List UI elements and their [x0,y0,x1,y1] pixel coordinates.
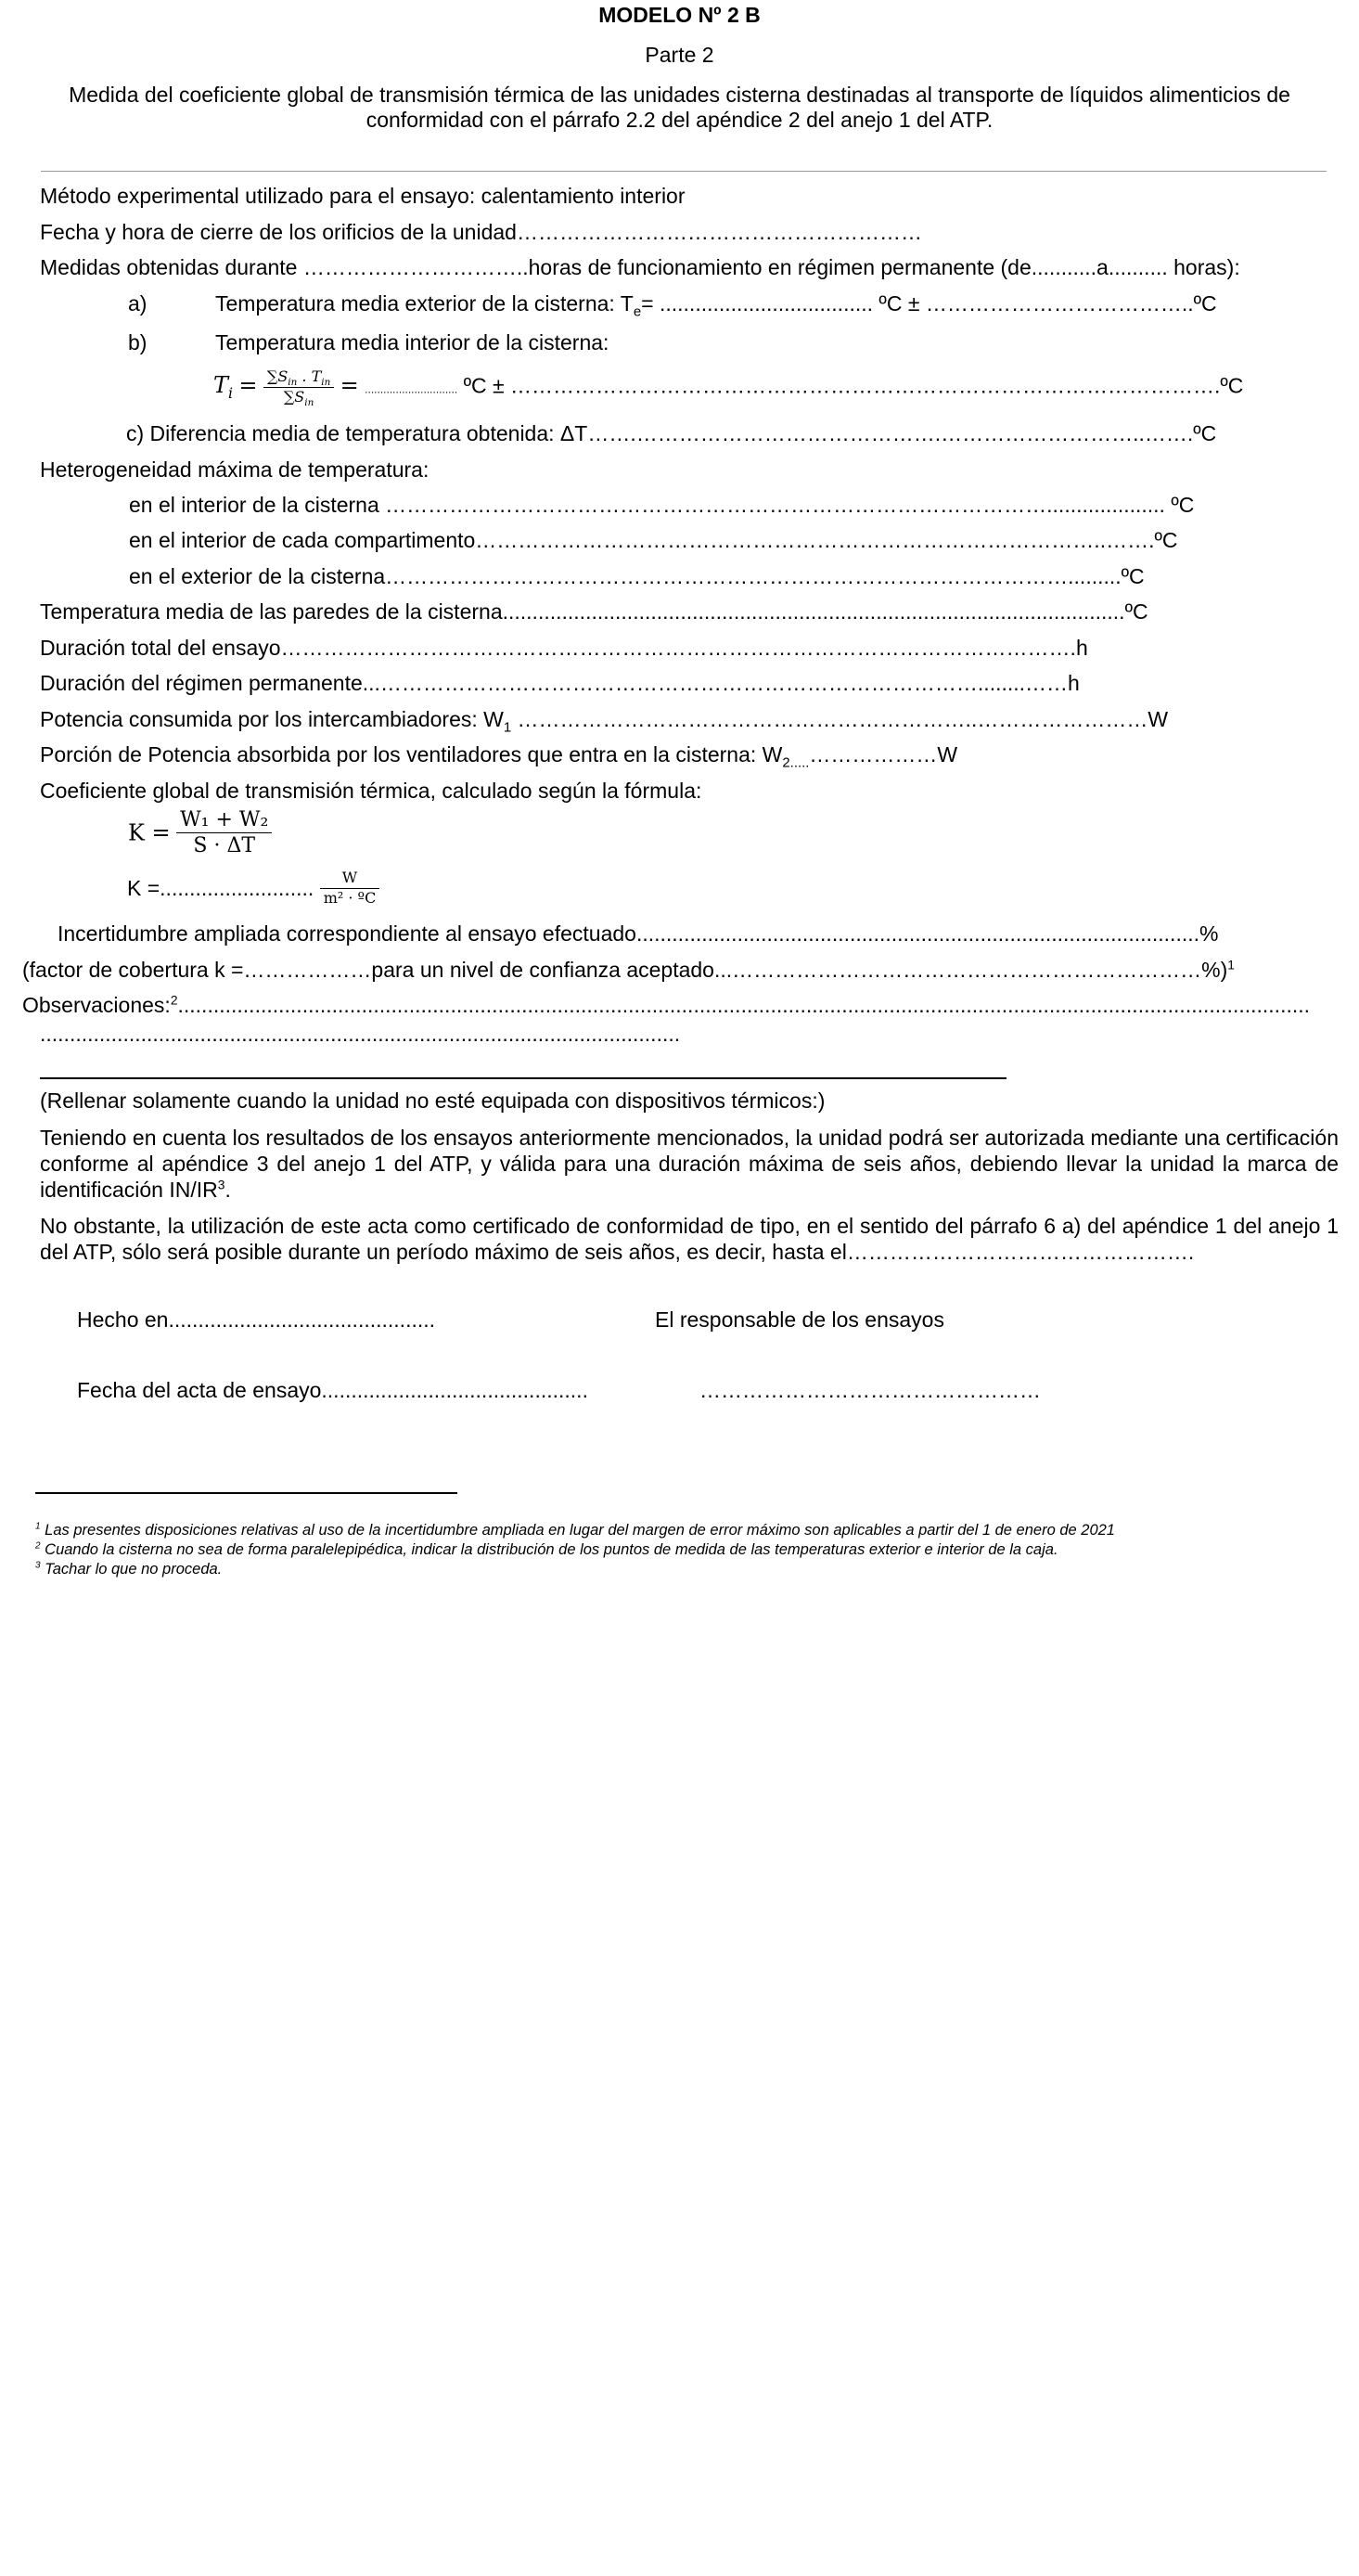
item-b-label: b) [128,330,147,354]
footnote-2: $^2$ Cuando la cisterna no sea de forma paralelepipédica, indicar la distribución de los puntos de medida de las temperaturas exterior e interior de la caja. [35,1540,1058,1558]
section-divider [40,1077,1006,1079]
description-line-2: conformidad con el párrafo 2.2 del apéndice 2 del anejo 1 del ATP. [365,108,994,132]
header-divider [41,171,1327,172]
document-subtitle: Parte 2 [645,43,714,67]
signature-line: ………………………………………… [699,1378,1041,1402]
formula-k-fraction: $\frac{\text{W₁ + W₂}}{S \cdot \Delta T}$ [176,809,272,857]
observaciones-line: Observaciones:$^2$............................................................................................................................................................................................... [22,993,1311,1017]
item-c-line: c) Diferencia media de temperatura obtenida: ΔT…….…………………………………….………………………..…….ºC [126,421,1217,445]
fecha-cierre-line: Fecha y hora de cierre de los orificios de la unidad………………………………………………… [40,220,922,244]
coeficiente-line: Coeficiente global de transmisión térmica, calculado según la fórmula: [40,779,702,803]
factor-line: (factor de cobertura k =………………para un nivel de confianza aceptado...…………………………………………………………%)$^1$ [22,958,1235,982]
formula-ti: $T_i$ = $\frac{\sum S_{in} . T_{in}}{\sum S_{in}}$ = .............................. ºC ± ……………………………………………………………………………………….ºC [213,367,1244,408]
document-title: MODELO Nº 2 B [598,3,761,27]
rellenar-note: (Rellenar solamente cuando la unidad no esté equipada con dispositivos térmicos:) [40,1088,826,1113]
hecho-en-field: Hecho en............................................. [77,1307,436,1332]
fecha-acta-field: Fecha del acta de ensayo............................................. [77,1378,588,1402]
duracion-total-line: Duración total del ensayo………………………………………………………………………………………………….h [40,636,1088,660]
no-obstante-paragraph: No obstante, la utilización de este acta como certificado de conformidad de tipo, en el sentido del párrafo 6 a) del apéndice 1 del anejo 1 del ATP, sólo será posible durante un período máximo de seis años, es decir, hasta el…………………………………………. [40,1214,1339,1264]
formula-ti-fraction: $\frac{\sum S_{in} . T_{in}}{\sum S_{in}}$ [263,369,334,406]
het-exterior-line: en el exterior de la cisterna…………………………………………………………………………………….........ºC [129,564,1145,588]
item-b-text: Temperatura media interior de la cisterna: [215,330,609,354]
incertidumbre-line: Incertidumbre ampliada correspondiente al ensayo efectuado...............................................................................................% [58,921,1219,946]
teniendo-paragraph: Teniendo en cuenta los resultados de los ensayos anteriormente mencionados, la unidad podrá ser autorizada mediante una certificación conforme al apéndice 3 del anejo 1 del ATP, y válida para una duración máxima de seis años, debiendo llevar la unidad la marca de identificación $IN/IR^3$. [40,1126,1339,1202]
responsable-label: El responsable de los ensayos [655,1307,944,1332]
medidas-line: Medidas obtenidas durante …………………………..horas de funcionamiento en régimen permanente (de...........a.......... horas): [40,255,1240,279]
potencia-line: Potencia consumida por los intercambiadores: $W_1$ ………………………………………………………..……………………W [40,707,1169,736]
observaciones-line-2: ............................................................................................................ [40,1022,681,1046]
k-unit-fraction: $\frac{W}{\text{m² · ºC}}$ [320,870,380,907]
temp-paredes-line: Temperatura media de las paredes de la cisterna.........................................................................................................ºC [40,599,1148,624]
item-a-text: Temperatura media exterior de la cisterna: $T_e=$ .................................... ºC ± ………………………………..ºC [215,291,1217,320]
het-compartimento-line: en el interior de cada compartimento……………………………………………………………………………..…….ºC [129,528,1178,552]
heterogeneidad-heading: Heterogeneidad máxima de temperatura: [40,457,429,482]
het-interior-line: en el interior de la cisterna ………………………………………………………………………………….................... ºC [129,493,1195,517]
footnote-1: $^1$ Las presentes disposiciones relativas al uso de la incertidumbre ampliada en lugar del margen de error máximo son aplicables a partir del 1 de enero de 2021 [35,1521,1115,1539]
item-a-label: a) [128,291,147,316]
footnote-divider [35,1492,457,1494]
porcion-line: Porción de Potencia absorbida por los ventiladores que entra en la cisterna: $W_{2.....}\dots\dots\dots\dots\dots\dots W$ [40,742,958,771]
metodo-line: Método experimental utilizado para el ensayo: calentamiento interior [40,184,686,208]
description-line-1: Medida del coeficiente global de transmisión térmica de las unidades cisterna destinadas al transporte de líquidos alimenticios de [69,83,1290,107]
duracion-regimen-line: Duración del régimen permanente...…………………………………………………………………………........……h [40,671,1080,695]
formula-k: K = $\frac{\text{W₁ + W₂}}{S \cdot \Delta T}$ [128,809,272,857]
k-value-line: K =.......................... $\frac{W}{\text{m² · ºC}}$ [127,870,379,907]
footnote-3: $^3$ Tachar lo que no proceda. [35,1560,223,1578]
